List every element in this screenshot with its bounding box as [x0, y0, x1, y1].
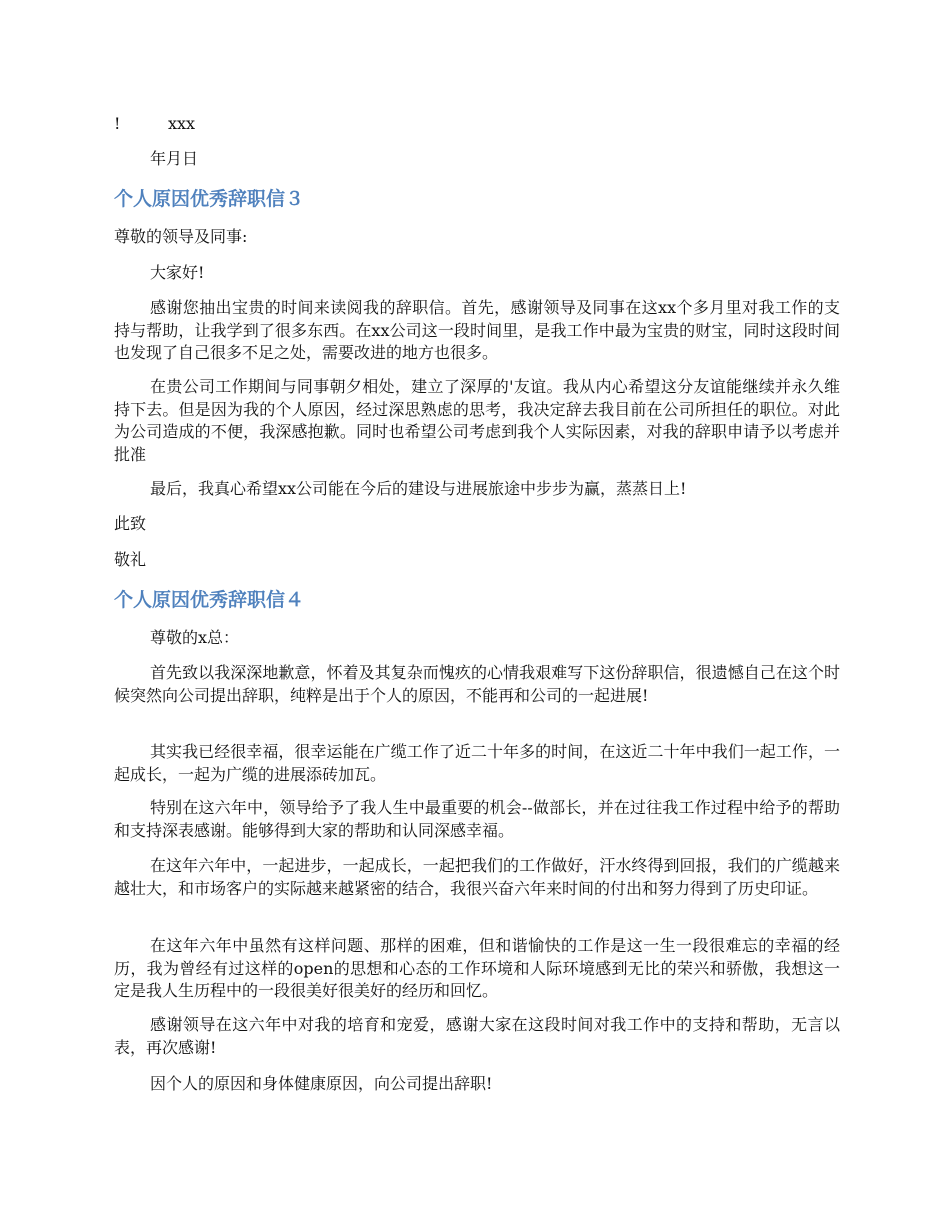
exclamation-mark: ! [114, 114, 121, 133]
section-heading-4: 个人原因优秀辞职信４ [114, 589, 305, 611]
paragraph: 最后，我真心希望xx公司能在今后的建设与进展旅途中步步为赢，蒸蒸日上! [150, 479, 687, 498]
closing-line: 此致 [114, 514, 147, 533]
paragraph: 其实我已经很幸福，很幸运能在广缆工作了近二十年多的时间，在这近二十年中我们一起工作，一起成长，一起为广缆的进展添砖加瓦。 [114, 742, 840, 784]
salutation: 尊敬的领导及同事: [114, 227, 248, 246]
paragraph: 首先致以我深深地歉意，怀着及其复杂而愧疚的心情我艰难写下这份辞职信，很遗憾自己在这个时候突然向公司提出辞职，纯粹是出于个人的原因，不能再和公司的一起进展! [114, 663, 840, 705]
section-heading-3: 个人原因优秀辞职信３ [114, 188, 305, 210]
paragraph: 在这年六年中，一起进步，一起成长，一起把我们的工作做好，汗水终得到回报，我们的广缆越来越壮大，和市场客户的实际越来越紧密的结合，我很兴奋六年来时间的付出和努力得到了历史印证。 [114, 856, 840, 898]
closing-line: 敬礼 [114, 550, 147, 569]
salutation: 尊敬的x总： [150, 628, 240, 647]
paragraph: 感谢您抽出宝贵的时间来读阅我的辞职信。首先，感谢领导及同事在这xx个多月里对我工作的支持与帮助，让我学到了很多东西。在xx公司这一段时间里，是我工作中最为宝贵的财宝，同时这段时间也发现了自己很多不足之处，需要改进的地方也很多。 [114, 298, 840, 362]
date-line: 年月日 [150, 149, 199, 168]
paragraph: 因个人的原因和身体健康原因，向公司提出辞职! [150, 1074, 493, 1093]
paragraph: 特别在这六年中，领导给予了我人生中最重要的机会--做部长，并在过往我工作过程中给予的帮助和支持深表感谢。能够得到大家的帮助和认同深感幸福。 [114, 798, 840, 840]
paragraph: 在这年六年中虽然有这样问题、那样的困难，但和谐愉快的工作是这一生一段很难忘的幸福的经历，我为曾经有过这样的open的思想和心态的工作环境和人际环境感到无比的荣兴和骄傲，我想这一定是我人生历程中的一段很美好很美好的经历和回忆。 [114, 936, 840, 1000]
paragraph: 感谢领导在这六年中对我的培育和宠爱，感谢大家在这段时间对我工作中的支持和帮助，无言以表，再次感谢! [114, 1015, 840, 1057]
signer-name: xxx [168, 114, 196, 133]
greeting: 大家好! [150, 263, 205, 282]
paragraph: 在贵公司工作期间与同事朝夕相处，建立了深厚的'友谊。我从内心希望这分友谊能继续并永久维持下去。但是因为我的个人原因，经过深思熟虑的思考，我决定辞去我目前在公司所担任的职位。对此为公司造成的不便，我深感抱歉。同时也希望公司考虑到我个人实际因素，对我的辞职申请予以考虑并批准 [114, 377, 840, 464]
